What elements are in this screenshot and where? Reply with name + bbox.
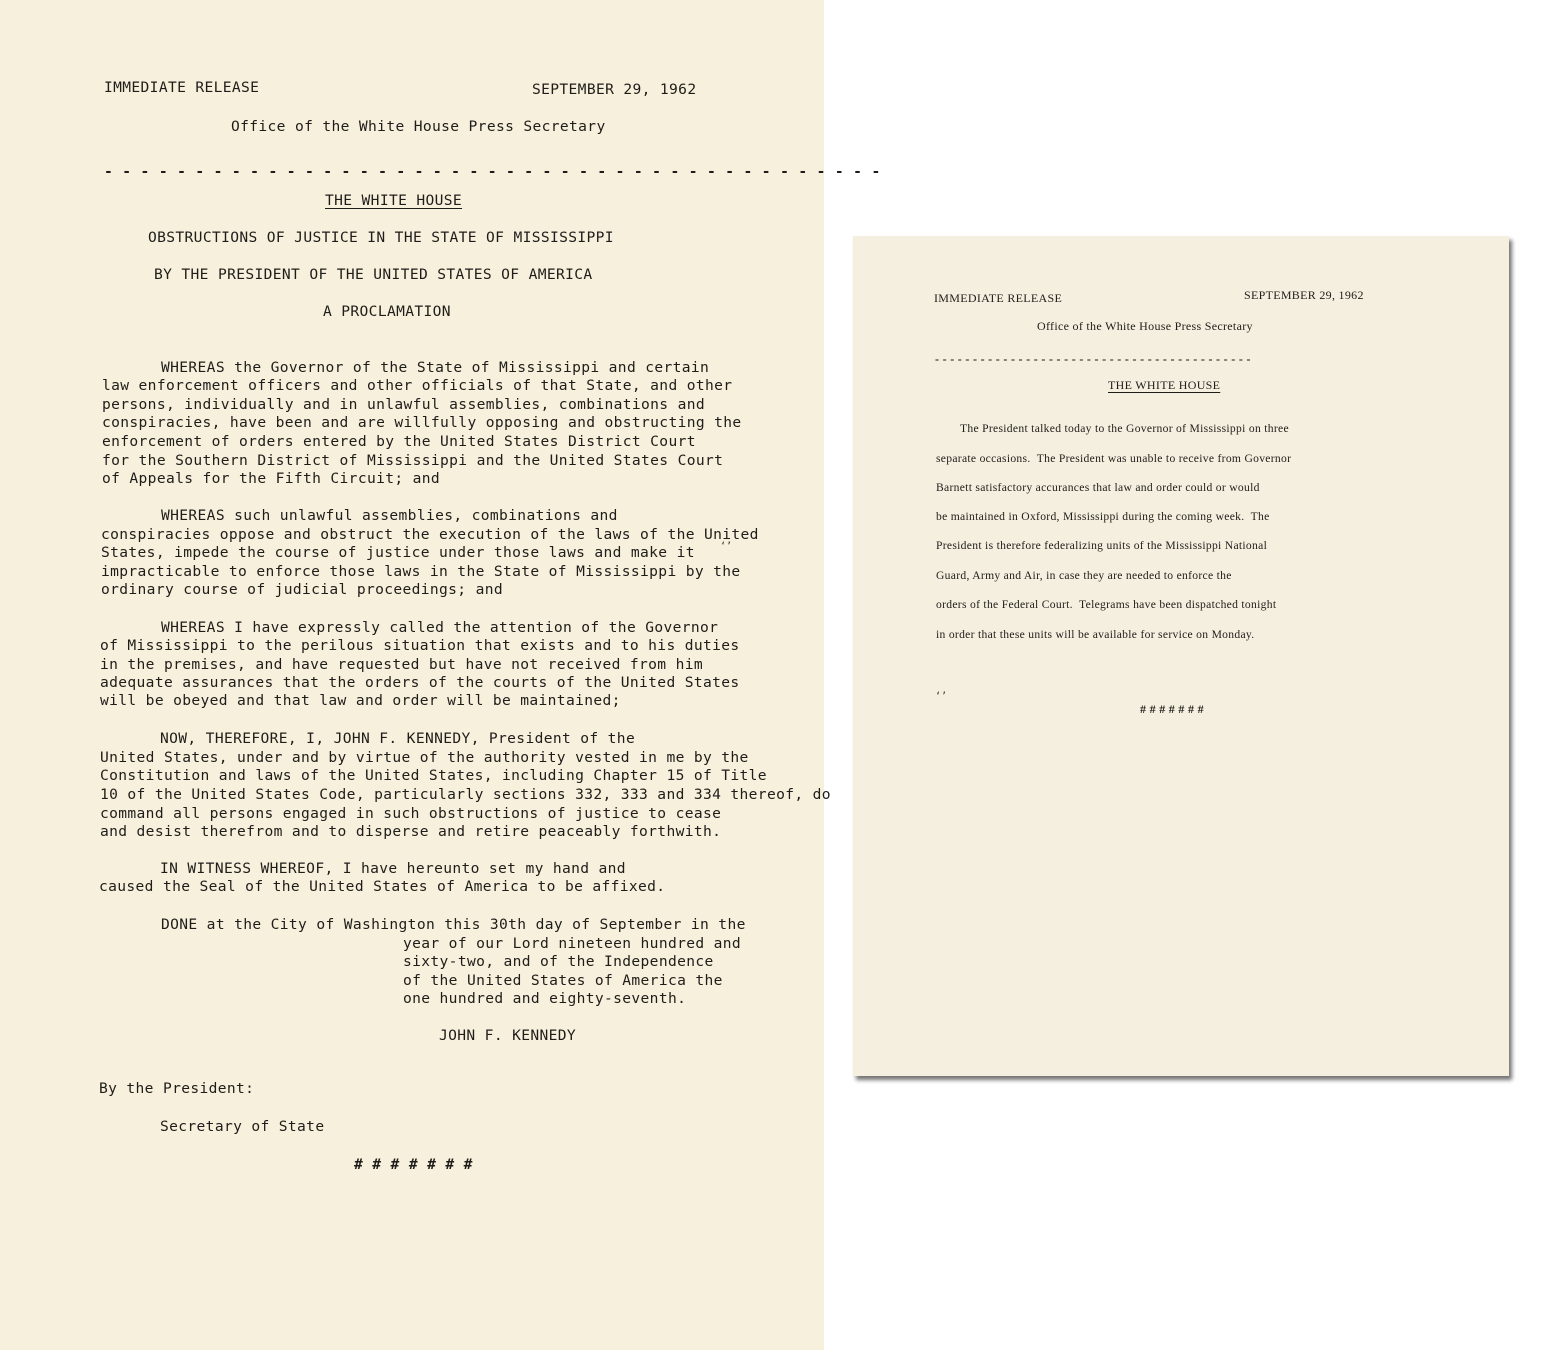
paragraph-line: command all persons engaged in such obstructions of justice to cease bbox=[100, 805, 722, 822]
divider-dashes: - - - - - - - - - - - - - - - - - - - - - - - - - - - - - - - - - - - - - - - - - - bbox=[935, 352, 1251, 366]
proclamation-title: OBSTRUCTIONS OF JUSTICE IN THE STATE OF MISSISSIPPI bbox=[148, 229, 614, 246]
paragraph-line: conspiracies oppose and obstruct the execution of the laws of the United bbox=[101, 526, 759, 543]
paragraph-line: law enforcement officers and other officials of that State, and other bbox=[102, 377, 733, 394]
paper-speck: ‘’ bbox=[935, 691, 948, 702]
paragraph-line: of Appeals for the Fifth Circuit; and bbox=[102, 470, 441, 487]
end-marks: # # # # # # # bbox=[1140, 702, 1204, 716]
proclamation-label: A PROCLAMATION bbox=[323, 303, 451, 320]
paragraph-line: caused the Seal of the United States of America to be affixed. bbox=[99, 878, 666, 895]
paragraph-line: NOW, THEREFORE, I, JOHN F. KENNEDY, President of the bbox=[160, 730, 636, 747]
header-date: SEPTEMBER 29, 1962 bbox=[1244, 288, 1364, 302]
paragraph-line: in the premises, and have requested but have not received from him bbox=[100, 656, 703, 673]
paragraph-line: conspiracies, have been and are willfully opposing and obstructing the bbox=[102, 414, 742, 431]
body-line: orders of the Federal Court. Telegrams have been dispatched tonight bbox=[936, 598, 1277, 611]
body-line: President is therefore federalizing units of the Mississippi National bbox=[936, 539, 1268, 552]
paragraph-line: adequate assurances that the orders of the courts of the United States bbox=[100, 674, 740, 691]
divider-dashes: - - - - - - - - - - - - - - - - - - - - - - - - - - - - - - - - - - - - - - - - - - - bbox=[104, 163, 881, 180]
paragraph-line: persons, individually and in unlawful assemblies, combinations and bbox=[102, 396, 705, 413]
proclamation-subtitle: BY THE PRESIDENT OF THE UNITED STATES OF AMERICA bbox=[154, 266, 593, 283]
white-house-heading: THE WHITE HOUSE bbox=[1108, 378, 1221, 392]
office-line: Office of the White House Press Secretary bbox=[1037, 319, 1253, 333]
paragraph-line: States, impede the course of justice under those laws and make it bbox=[101, 544, 695, 561]
paragraph-line: WHEREAS the Governor of the State of Mississippi and certain bbox=[161, 359, 710, 376]
paragraph-line: enforcement of orders entered by the United States District Court bbox=[102, 433, 696, 450]
paragraph-line: and desist therefrom and to disperse and retire peaceably forthwith. bbox=[100, 823, 722, 840]
end-marks: # # # # # # # bbox=[354, 1156, 473, 1173]
paragraph-line: Constitution and laws of the United States, including Chapter 15 of Title bbox=[100, 767, 767, 784]
body-line: Barnett satisfactory accurances that law and order could or would bbox=[936, 481, 1260, 494]
paragraph-line: United States, under and by virtue of the authority vested in me by the bbox=[100, 749, 749, 766]
paragraph-line: sixty-two, and of the Independence bbox=[403, 953, 714, 970]
paragraph-line: ordinary course of judicial proceedings; and bbox=[101, 581, 503, 598]
paragraph-line: DONE at the City of Washington this 30th day of September in the bbox=[161, 916, 746, 933]
paragraph-line: WHEREAS such unlawful assemblies, combinations and bbox=[161, 507, 618, 524]
paragraph-line: 10 of the United States Code, particularly sections 332, 333 and 334 thereof, do bbox=[100, 786, 831, 803]
paragraph-line: WHEREAS I have expressly called the attention of the Governor bbox=[161, 619, 719, 636]
by-the-president: By the President: bbox=[99, 1080, 255, 1097]
press-statement-document bbox=[853, 236, 1509, 1076]
body-line: Guard, Army and Air, in case they are needed to enforce the bbox=[936, 569, 1232, 582]
paragraph-line: of the United States of America the bbox=[403, 972, 723, 989]
paragraph-line: will be obeyed and that law and order will be maintained; bbox=[100, 692, 621, 709]
paragraph-line: year of our Lord nineteen hundred and bbox=[403, 935, 742, 952]
white-house-heading: THE WHITE HOUSE bbox=[325, 192, 463, 209]
header-release-label: IMMEDIATE RELEASE bbox=[104, 79, 260, 96]
body-line: be maintained in Oxford, Mississippi during the coming week. The bbox=[936, 510, 1270, 523]
body-line: separate occasions. The President was unable to receive from Governor bbox=[936, 452, 1292, 465]
paragraph-line: of Mississippi to the perilous situation that exists and to his duties bbox=[100, 637, 740, 654]
body-line: in order that these units will be available for service on Monday. bbox=[936, 628, 1255, 641]
paragraph-line: one hundred and eighty-seventh. bbox=[403, 990, 687, 1007]
paper-speck: ‘’ bbox=[720, 541, 733, 552]
header-date: SEPTEMBER 29, 1962 bbox=[532, 81, 697, 98]
signature-name: JOHN F. KENNEDY bbox=[439, 1027, 577, 1044]
secretary-of-state: Secretary of State bbox=[160, 1118, 325, 1135]
office-line: Office of the White House Press Secretary bbox=[231, 118, 606, 135]
header-release-label: IMMEDIATE RELEASE bbox=[934, 291, 1063, 305]
paragraph-line: impracticable to enforce those laws in the State of Mississippi by the bbox=[101, 563, 741, 580]
body-line: The President talked today to the Governor of Mississippi on three bbox=[960, 422, 1289, 435]
paragraph-line: for the Southern District of Mississippi and the United States Court bbox=[102, 452, 724, 469]
paragraph-line: IN WITNESS WHEREOF, I have hereunto set my hand and bbox=[160, 860, 626, 877]
